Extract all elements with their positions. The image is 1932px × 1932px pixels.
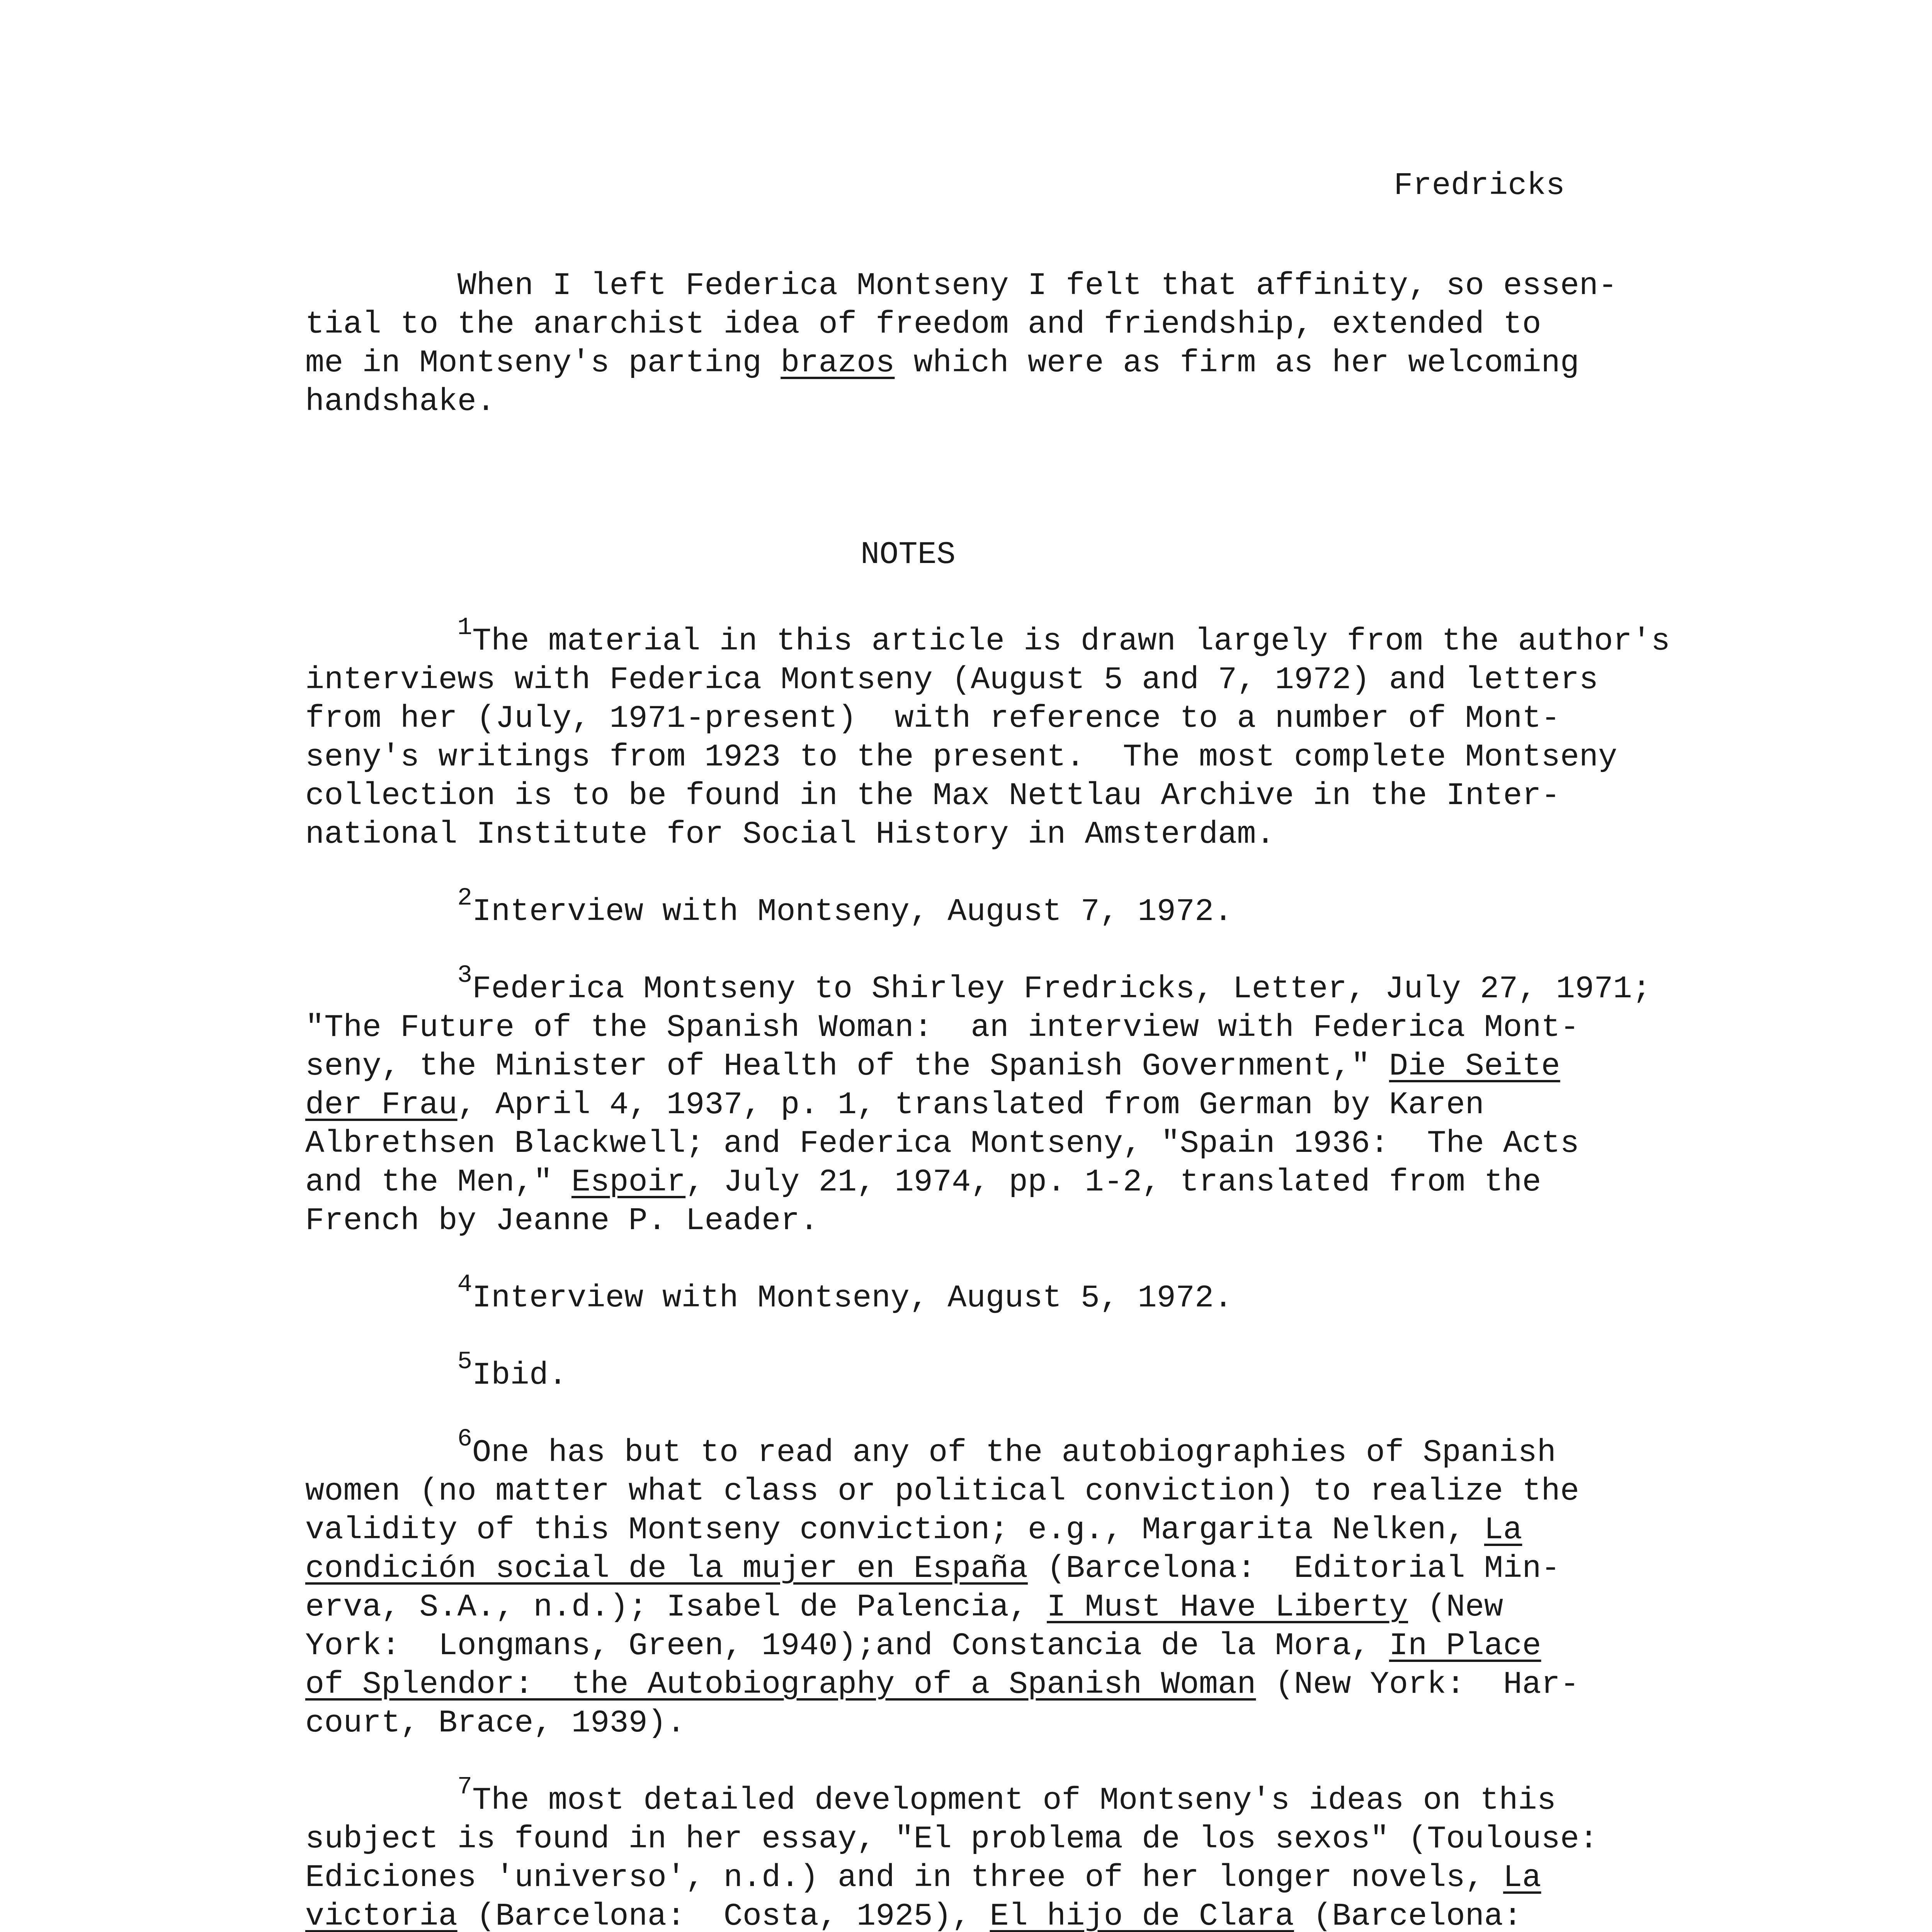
text-run: (Barcelona: Editorial Min-	[1027, 1551, 1560, 1587]
note-indent	[305, 1435, 457, 1471]
underlined-title: La	[1484, 1512, 1522, 1548]
text-run: , July 21, 1974, pp. 1-2, translated from the	[685, 1164, 1541, 1200]
text-run: The most detailed development of Montseny's ideas on this	[472, 1782, 1556, 1818]
text-run: validity of this Montseny conviction; e.g., Margarita Nelken,	[305, 1512, 1484, 1548]
text-line	[305, 1897, 1650, 1932]
text-line	[305, 1588, 1650, 1627]
note-7	[305, 1773, 1650, 1932]
text-run: erva, S.A., n.d.); Isabel de Palencia,	[305, 1589, 1047, 1625]
note-number: 3	[457, 962, 473, 990]
underlined-title: of Splendor: the Autobiography of a Spanish Woman	[305, 1667, 1256, 1702]
note-indent	[305, 623, 457, 659]
text-run: (Barcelona:	[1294, 1898, 1522, 1932]
text-run: (New York: Har-	[1256, 1667, 1579, 1702]
notes-heading: NOTES	[860, 537, 956, 573]
underlined-title: El hijo de Clara	[990, 1898, 1294, 1932]
intro-paragraph	[305, 267, 1650, 421]
text-run: national Institute for Social History in Amsterdam.	[305, 816, 1275, 852]
text-line	[305, 738, 1650, 777]
underlined-title: brazos	[781, 345, 895, 381]
text-line	[305, 1859, 1650, 1897]
text-line	[305, 1511, 1650, 1549]
text-line	[305, 1047, 1650, 1086]
text-line	[305, 1549, 1650, 1588]
text-run: Federica Montseny to Shirley Fredricks, Letter, July 27, 1971;	[472, 971, 1651, 1007]
text-run: Ibid.	[472, 1357, 568, 1393]
text-run: French by Jeanne P. Leader.	[305, 1203, 819, 1239]
text-line	[305, 1627, 1650, 1665]
text-run: and the Men,"	[305, 1164, 571, 1200]
text-run: Ediciones 'universo', n.d.) and in three of her longer novels,	[305, 1860, 1503, 1896]
text-run: women (no matter what class or political conviction) to realize the	[305, 1473, 1579, 1509]
note-indent	[305, 1357, 457, 1393]
note-number: 4	[457, 1271, 473, 1299]
text-line	[305, 1665, 1650, 1704]
text-run: Interview with Montseny, August 5, 1972.	[472, 1280, 1233, 1316]
text-run: One has but to read any of the autobiographies of Spanish	[472, 1435, 1556, 1471]
text-run: interviews with Federica Montseny (August 5 and 7, 1972) and letters	[305, 662, 1599, 698]
text-line	[305, 1820, 1650, 1859]
note-1	[305, 614, 1670, 854]
text-run: seny's writings from 1923 to the present. The most complete Montseny	[305, 739, 1617, 775]
text-line	[305, 1271, 1650, 1318]
text-run: Interview with Montseny, August 7, 1972.	[472, 894, 1233, 930]
text-run: York: Longmans, Green, 1940);and Constancia de la Mora,	[305, 1628, 1389, 1664]
underlined-title: condición social de la mujer en España	[305, 1551, 1028, 1587]
text-line	[305, 661, 1650, 699]
text-line	[305, 962, 1651, 1009]
note-indent	[305, 1782, 457, 1818]
text-run: court, Brace, 1939).	[305, 1705, 686, 1741]
underlined-title: der Frau	[305, 1087, 457, 1123]
note-3	[305, 962, 1651, 1240]
note-2	[305, 884, 1650, 931]
text-run: collection is to be found in the Max Nettlau Archive in the Inter-	[305, 778, 1560, 814]
note-number: 7	[457, 1773, 473, 1801]
text-run: handshake.	[305, 384, 496, 420]
underlined-title: victoria	[305, 1898, 457, 1932]
running-head: Fredricks	[1394, 168, 1565, 204]
text-line	[305, 1773, 1650, 1820]
text-line	[305, 815, 1650, 854]
text-run: me in Montseny's parting	[305, 345, 781, 381]
underlined-title: I Must Have Liberty	[1047, 1589, 1408, 1625]
text-line	[305, 1472, 1650, 1511]
text-run: (New	[1408, 1589, 1503, 1625]
underlined-title: La	[1503, 1860, 1541, 1896]
text-line	[305, 1163, 1650, 1202]
text-line	[305, 383, 1650, 421]
note-number: 2	[457, 884, 473, 912]
text-run: from her (July, 1971-present) with reference to a number of Mont-	[305, 701, 1560, 736]
text-run: subject is found in her essay, "El problema de los sexos" (Toulouse:	[305, 1821, 1599, 1857]
text-run: "The Future of the Spanish Woman: an interview with Federica Mont-	[305, 1010, 1579, 1046]
text-run: which were as firm as her welcoming	[895, 345, 1579, 381]
text-run: When I left Federica Montseny I felt that affinity, so essen-	[305, 268, 1617, 304]
text-run: (Barcelona: Costa, 1925),	[457, 1898, 990, 1932]
text-line	[305, 1704, 1650, 1743]
text-line	[305, 1348, 1650, 1395]
note-4	[305, 1271, 1650, 1318]
notes-list	[305, 614, 1670, 1932]
text-run: Albrethsen Blackwell; and Federica Montseny, "Spain 1936: The Acts	[305, 1126, 1579, 1162]
text-line	[305, 305, 1650, 344]
text-line	[305, 1202, 1650, 1240]
text-run: The material in this article is drawn largely from the author's	[472, 623, 1670, 659]
note-number: 6	[457, 1425, 473, 1453]
text-line	[305, 699, 1650, 738]
text-line	[305, 1124, 1650, 1163]
text-line	[305, 267, 1650, 305]
text-run: tial to the anarchist idea of freedom and friendship, extended to	[305, 306, 1541, 342]
note-5	[305, 1348, 1650, 1395]
text-line	[305, 884, 1650, 931]
note-6	[305, 1425, 1650, 1743]
underlined-title: Die Seite	[1389, 1048, 1560, 1084]
underlined-title: In Place	[1389, 1628, 1541, 1664]
note-number: 5	[457, 1348, 473, 1376]
text-run: seny, the Minister of Health of the Spanish Government,"	[305, 1048, 1389, 1084]
text-line	[305, 1009, 1650, 1047]
note-number: 1	[457, 614, 473, 642]
underlined-title: Espoir	[571, 1164, 686, 1200]
text-line	[305, 777, 1650, 815]
note-indent	[305, 894, 457, 930]
note-indent	[305, 1280, 457, 1316]
text-line	[305, 614, 1670, 661]
text-line	[305, 1425, 1650, 1472]
text-run: , April 4, 1937, p. 1, translated from German by Karen	[457, 1087, 1484, 1123]
text-line	[305, 1086, 1650, 1124]
text-line	[305, 344, 1650, 383]
note-indent	[305, 971, 457, 1007]
